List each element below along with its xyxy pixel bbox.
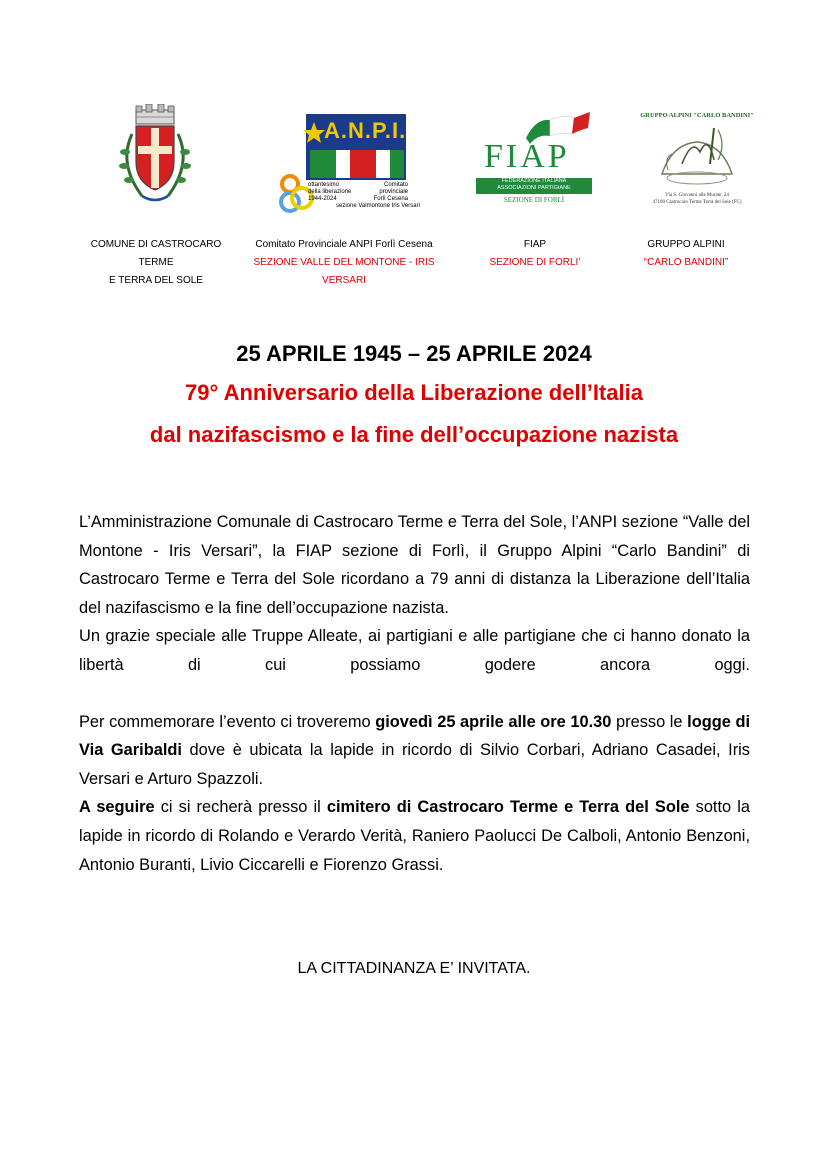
heading-block — [0, 336, 828, 456]
anpi-ottantesimo-line: ottantesimo — [308, 182, 340, 188]
alpini-logo — [632, 112, 762, 212]
fiap-caption — [480, 236, 590, 272]
fiap-caption-line: FIAP — [523, 239, 547, 250]
closing-invitation: LA CITTADINANZA E’ INVITATA. — [297, 960, 531, 977]
body-text — [79, 508, 750, 879]
fiap-logo — [476, 110, 592, 210]
event-datetime: giovedì 25 aprile alle ore 10.30 — [375, 712, 612, 731]
fiap-name: FIAP — [484, 138, 570, 175]
logo-row — [0, 100, 828, 230]
event-location: logge di Via Garibaldi — [79, 712, 751, 760]
alpini-caption — [626, 236, 746, 272]
alpini-hat-eagle-graphic — [652, 124, 742, 190]
fiap-caption-sezione: SEZIONE DI FORLI’ — [489, 257, 581, 268]
anpi-ottantesimo-line: della liberazione — [308, 189, 352, 195]
alpini-caption-line: GRUPPO ALPINI — [647, 239, 725, 250]
anpi-logo — [278, 114, 420, 214]
event-text: Per commemorare l’evento ci troveremo — [79, 712, 376, 731]
event-text: presso le — [611, 712, 688, 731]
body-paragraph-event — [79, 708, 750, 794]
comune-coat-of-arms-logo — [112, 104, 198, 214]
cemetery-location: cimitero di Castrocaro Terme e Terra del Sole — [326, 798, 690, 817]
anpi-name: A.N.P.I. — [324, 118, 407, 143]
event-text: dove è ubicata la lapide in ricordo di Silvio Corbari, Adriano Casadei, Iris Versari e Arturo Spazzoli. — [79, 741, 750, 788]
anpi-ottantesimo-line: 1944-2024 — [308, 196, 337, 202]
fiap-federazione-line: FEDERAZIONE ITALIANA — [501, 178, 567, 184]
anpi-caption — [238, 236, 450, 290]
anpi-comitato-line: Forlì Cesena — [373, 196, 408, 202]
alpini-logo-title: GRUPPO ALPINI "CARLO BANDINI" — [640, 112, 754, 119]
anpi-caption-line: Comitato Provinciale ANPI Forlì Cesena — [255, 239, 433, 250]
anpi-caption-sezione: SEZIONE VALLE DEL MONTONE - IRIS VERSARI — [253, 257, 435, 286]
alpini-address — [632, 192, 762, 206]
anpi-ottantesimo-text — [308, 182, 351, 203]
heading-anniversary-line2: dal nazifascismo e la fine dell’occupazione nazista — [149, 422, 679, 447]
fiap-federazione-band — [476, 178, 592, 194]
anpi-comitato-line: Comitato provinciale — [379, 182, 408, 195]
body-paragraph-intro: L’Amministrazione Comunale di Castrocaro Terme e Terra del Sole, l’ANPI sezione “Valle del Montone - Iris Versari”, la FIAP sezione di Forlì, il Gruppo Alpini “Carlo Bandini” di Castrocaro Terme e Terra del Sole ricordano a 79 anni di distanza la Liberazione dell’Italia del nazifascismo e la fine dell’occupazione nazista. — [79, 513, 750, 617]
body-paragraph-thanks: Un grazie speciale alle Truppe Alleate, ai partigiani e alle partigiane che ci hanno donato la libertà di cui possiamo godere ancora oggi. — [79, 627, 750, 674]
comune-caption-line: COMUNE DI CASTROCARO TERME — [90, 239, 222, 268]
alpini-address-line: 47100 Castrocaro Terme Terra del Sole (FC) — [652, 200, 742, 205]
fiap-federazione-line: ASSOCIAZIONI PARTIGIANE — [497, 185, 571, 191]
cemetery-lead: A seguire — [79, 798, 155, 817]
alpini-caption-name: “CARLO BANDINI” — [643, 257, 729, 268]
cemetery-text: sotto la lapide in ricordo di Rolando e Verardo Verità, Raniero Paolucci De Calboli, Antonio Benzoni, Antonio Buranti, Livio Ciccarelli e Fiorenzo Grassi. — [79, 798, 750, 874]
anpi-comitato-line: sezione Valmontone Iris Versari — [336, 203, 420, 209]
fiap-sezione: SEZIONE DI FORLÌ — [503, 196, 565, 204]
anpi-comitato-text — [336, 182, 420, 210]
comune-caption-line: E TERRA DEL SOLE — [109, 275, 203, 286]
heading-dates: 25 APRILE 1945 – 25 APRILE 2024 — [236, 341, 592, 366]
cemetery-text: ci si recherà presso il — [154, 798, 327, 817]
heading-anniversary-line1: 79° Anniversario della Liberazione dell’Italia — [185, 380, 643, 405]
body-paragraph-cemetery — [79, 793, 750, 879]
comune-caption — [74, 236, 238, 290]
alpini-address-line: Via S. Giovanni alle Murate, 24 — [665, 193, 729, 198]
